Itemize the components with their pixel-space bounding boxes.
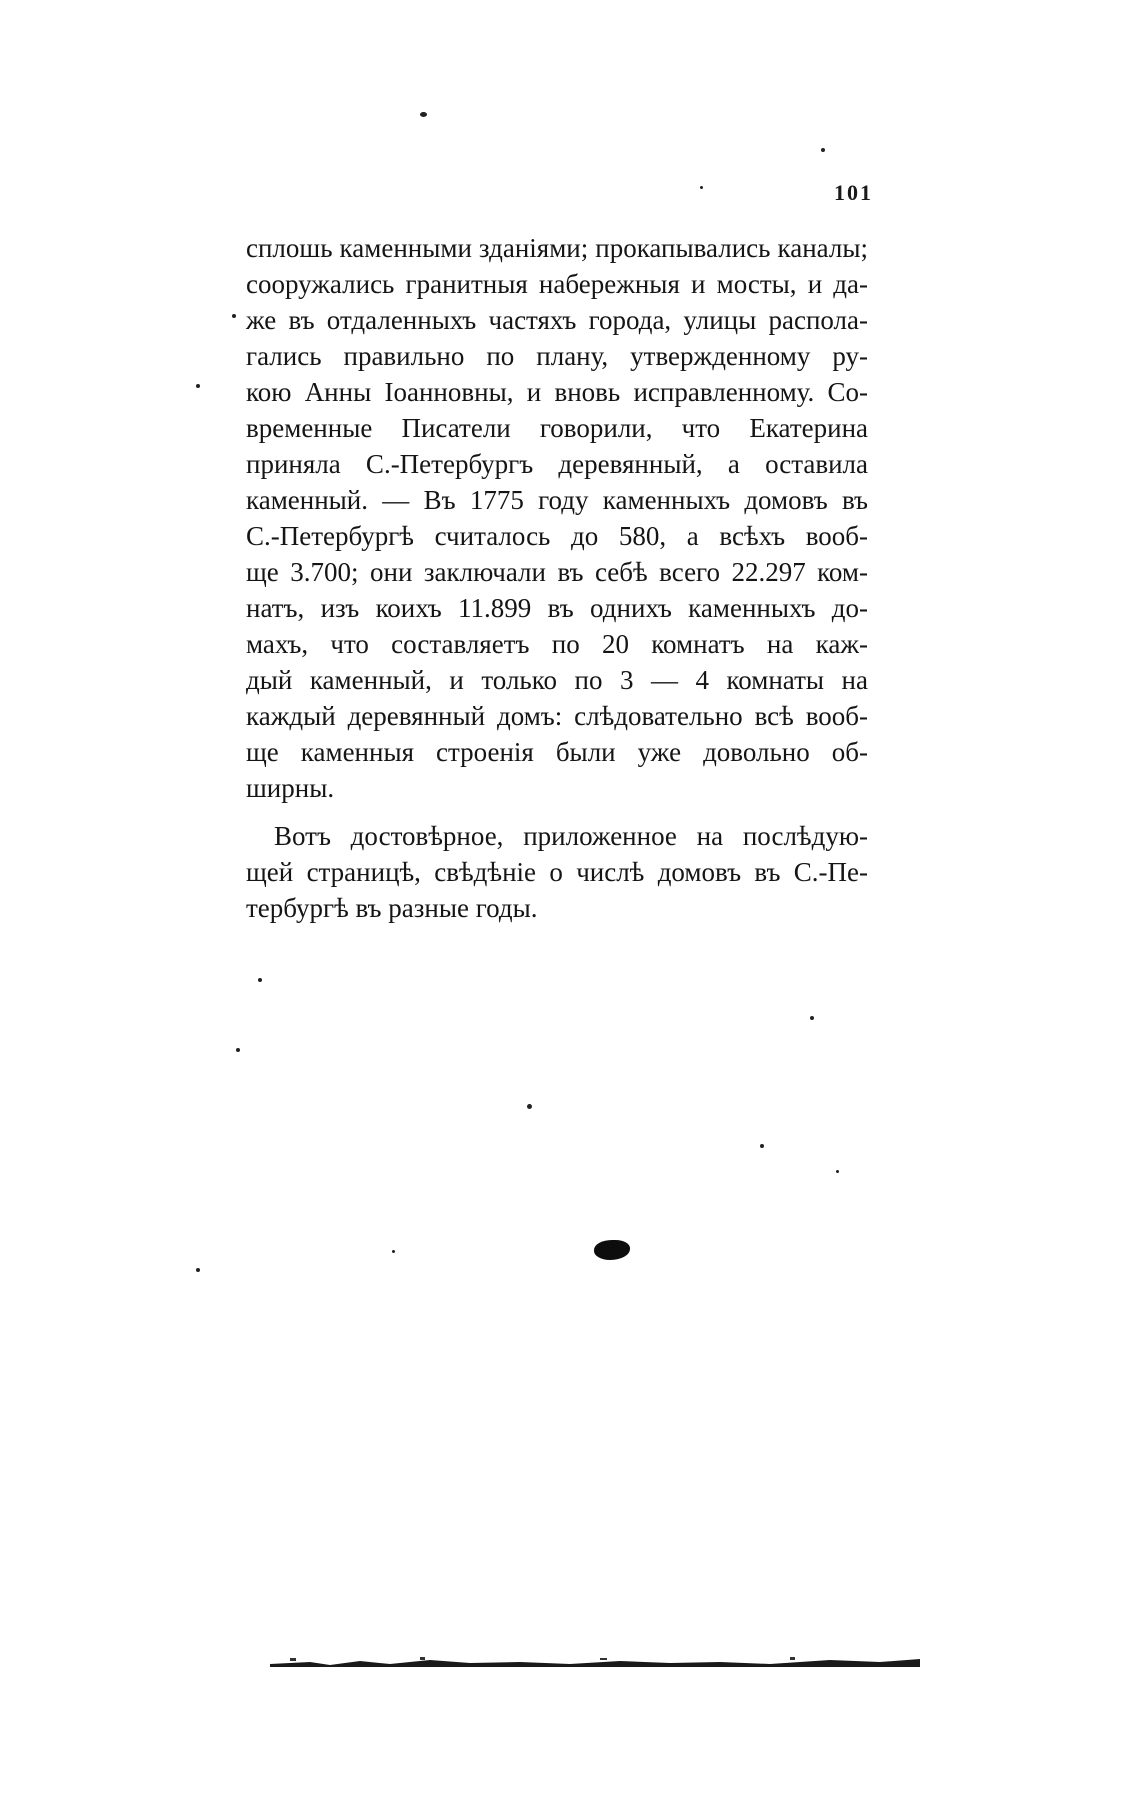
scan-speck (700, 186, 703, 189)
text-line: тербургѣ въ разные годы. (246, 893, 538, 923)
text-line: щей страницѣ, свѣдѣніе о числѣ домовъ въ С.-Пе- (246, 857, 868, 887)
page-number: 101 (834, 180, 873, 205)
scan-speck (420, 112, 427, 117)
scan-speck (810, 1016, 814, 1020)
scan-speck (760, 1144, 764, 1148)
scan-speck (196, 384, 200, 388)
text-line: каменный. — Въ 1775 году каменныхъ домовъ въ (246, 485, 868, 515)
text-line: временные Писатели говорили, что Екатерина (246, 413, 868, 443)
ink-blot (594, 1240, 630, 1260)
text-line: же въ отдаленныхъ частяхъ города, улицы распола- (246, 305, 868, 335)
scan-speck (392, 1250, 395, 1253)
text-line: приняла С.-Петербургъ деревянный, а оставила (246, 449, 868, 479)
scan-speck (258, 978, 262, 982)
paragraph-gap (246, 806, 868, 818)
text-line: сооружались гранитныя набережныя и мосты, и да- (246, 269, 868, 299)
text-line: гались правильно по плану, утвержденному ру- (246, 341, 868, 371)
text-line: ще каменныя строенія были уже довольно об- (246, 737, 868, 767)
paragraph-1 (246, 230, 868, 806)
scan-speck (527, 1104, 532, 1109)
scan-speck (821, 148, 825, 152)
text-line: махъ, что составляетъ по 20 комнатъ на каж- (246, 629, 868, 659)
text-line: кою Анны Іоанновны, и вновь исправленному. Со- (246, 377, 868, 407)
text-line: С.-Петербургѣ считалось до 580, а всѣхъ вооб- (246, 521, 868, 551)
text-line: натъ, изъ коихъ 11.899 въ однихъ каменныхъ до- (246, 593, 868, 623)
text-line: ще 3.700; они заключали въ себѣ всего 22.297 ком- (246, 557, 868, 587)
scan-speck (232, 314, 236, 318)
bottom-rule (270, 1654, 920, 1668)
text-line: каждый деревянный домъ: слѣдовательно всѣ вооб- (246, 701, 868, 731)
scan-speck (836, 1170, 839, 1173)
scan-speck (236, 1048, 240, 1052)
scan-speck (196, 1268, 200, 1272)
text-line: ширны. (246, 773, 335, 803)
body-text (246, 230, 868, 926)
text-line: сплошь каменными зданіями; прокапывались каналы; (246, 233, 868, 263)
paragraph-2 (246, 818, 868, 926)
text-line: дый каменный, и только по 3 — 4 комнаты на (246, 665, 868, 695)
text-line: Вотъ достовѣрное, приложенное на послѣдую- (274, 821, 868, 851)
